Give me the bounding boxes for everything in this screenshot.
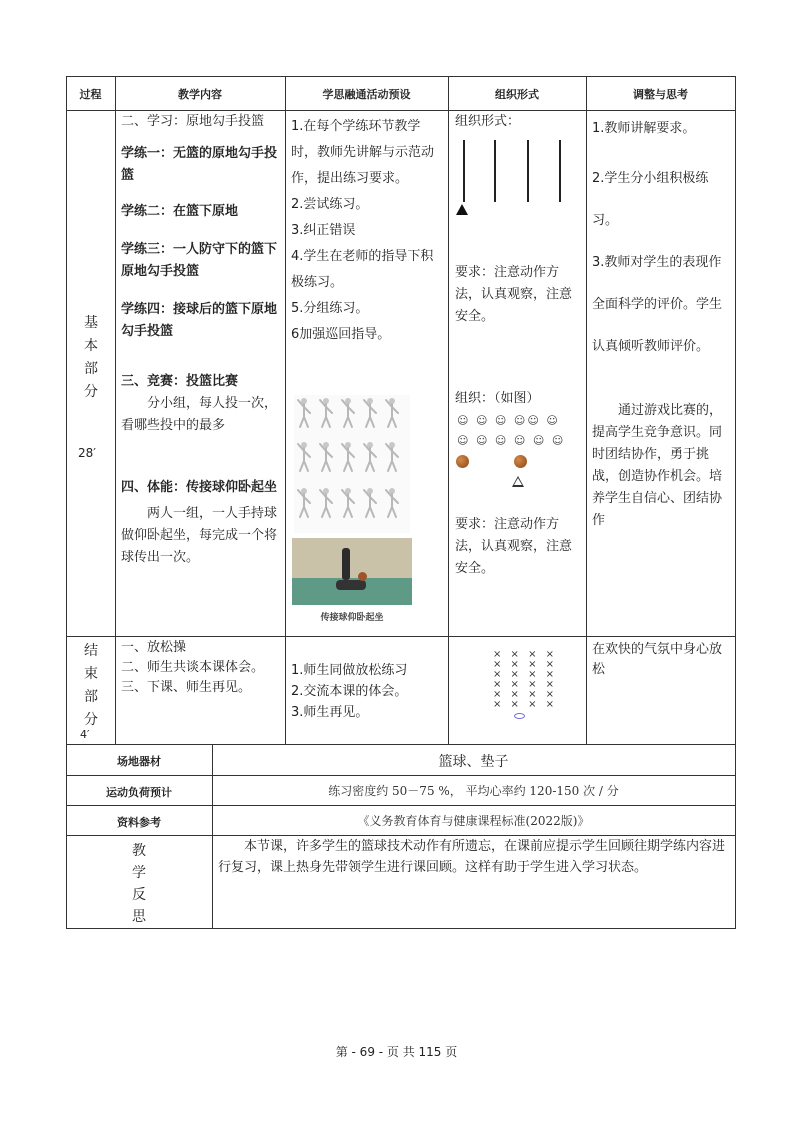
venue-label: 场地器材 [117,755,161,768]
org-label-2: 组织：（如图） [455,391,540,406]
org-label-1: 组织形式： [455,114,521,129]
activity-4: 4.学生在老师的指导下积极练习。 [291,249,434,290]
activity-6: 6加强巡回指导。 [291,327,391,342]
student-faces-row-2: ☺ ☺ ☺ ☺ ☺ ☺ [457,434,566,447]
reflection-1: 1.教师讲解要求。 [592,121,696,136]
activity-2: 2.尝试练习。 [291,197,369,212]
drill-2: 学练二：在篮下原地 [121,204,239,219]
drill-4: 学练四：接球后的篮下原地勾手投篮 [121,302,278,339]
basic-activities [291,114,443,348]
venue-value: 篮球、垫子 [438,754,509,770]
fitness-text: 两人一组，一人手持球做仰卧起坐，每完成一个将球传出一次。 [121,506,278,565]
drill-1: 学练一：无篮的原地勾手投篮 [121,146,278,183]
reflection-2: 2.学生分小组积极练习。 [592,171,709,228]
basic-content [121,111,281,569]
teacher-triangle-icon [456,204,468,215]
header-organization: 组织形式 [495,88,539,101]
ending-part-label: 结 束 部 分 [84,643,98,728]
org-requirement-1: 要求：注意动作方法，认真观察，注意安全。 [455,265,573,324]
teacher-oval-icon [514,713,525,719]
reflection-3: 3.教师对学生的表现作全面科学的评价。学生认真倾听教师评价。 [592,255,723,354]
load-label: 运动负荷预计 [106,786,172,799]
header-process: 过程 [79,88,102,101]
activity-5: 5.分组练习。 [291,301,369,316]
basic-part-label: 基 本 部 分 [84,315,98,400]
students-x-formation: × × × × × × × × × × × × × × × × × × × × × × × × [493,649,558,710]
basketball-icon [456,455,469,468]
compete-text: 分小组，每人投一次，看哪些投中的最多 [121,396,278,433]
hook-shot-illustration [294,395,410,533]
situp-photo [292,538,412,605]
header-activities: 学思融通活动预设 [322,88,411,101]
teaching-reflection-text: 本节课，许多学生的篮球技术动作有所遗忘，在课前应提示学生回顾往期学练内容进行复习，课上热身先带领学生进行课回顾。这样有助于学生进入学习状态。 [218,839,726,875]
activity-3: 3.纠正错误 [291,223,356,238]
header-content: 教学内容 [178,88,222,101]
teaching-reflection-label: 教 学 反 思 [132,843,146,925]
reference-value: 《义务教育体育与健康课程标准(2022版)》 [357,814,590,828]
drill-3: 学练三：一人防守下的篮下原地勾手投篮 [121,242,278,279]
ending-part-time: 4′ [80,728,90,741]
page-number: 第 - 69 - 页 共 115 页 [335,1045,458,1059]
basic-reflection [592,118,732,368]
load-value: 练习密度约 50－75 %， 平均心率约 120-150 次 / 分 [328,784,619,798]
reflection-4: 通过游戏比赛的，提高学生竞争意识。同时团结协作，勇于挑战，创造协作机会。培养学生自信心、团结协作 [592,403,723,528]
ending-activities: 1.师生同做放松练习 2.交流本课的体会。 3.师生再见。 [291,663,408,720]
basic-part-time: 28′ [78,446,96,460]
reference-label: 资料参考 [117,816,161,829]
ending-content: 一、放松操 二、师生共谈本课体会。 三、下课、师生再见。 [121,640,265,695]
photo-caption: 传接球仰卧起坐 [320,613,384,623]
student-faces-row-1: ☺ ☺ ☺ ☺☺ ☺ [457,414,560,427]
ending-reflection: 在欢快的气氛中身心放松 [592,642,723,677]
activity-1: 1.在每个学练环节教学时，教师先讲解与示范动作，提出练习要求。 [291,119,435,186]
basketball-icon [514,455,527,468]
study-title: 二、学习：原地勾手投篮 [121,114,265,129]
compete-title: 三、竞赛：投篮比赛 [121,374,239,389]
header-reflection: 调整与思考 [633,88,688,101]
teacher-triangle-icon [512,476,524,487]
org-requirement-2: 要求：注意动作方法，认真观察，注意安全。 [455,517,573,576]
fitness-title: 四、体能：传接球仰卧起坐 [121,480,278,495]
